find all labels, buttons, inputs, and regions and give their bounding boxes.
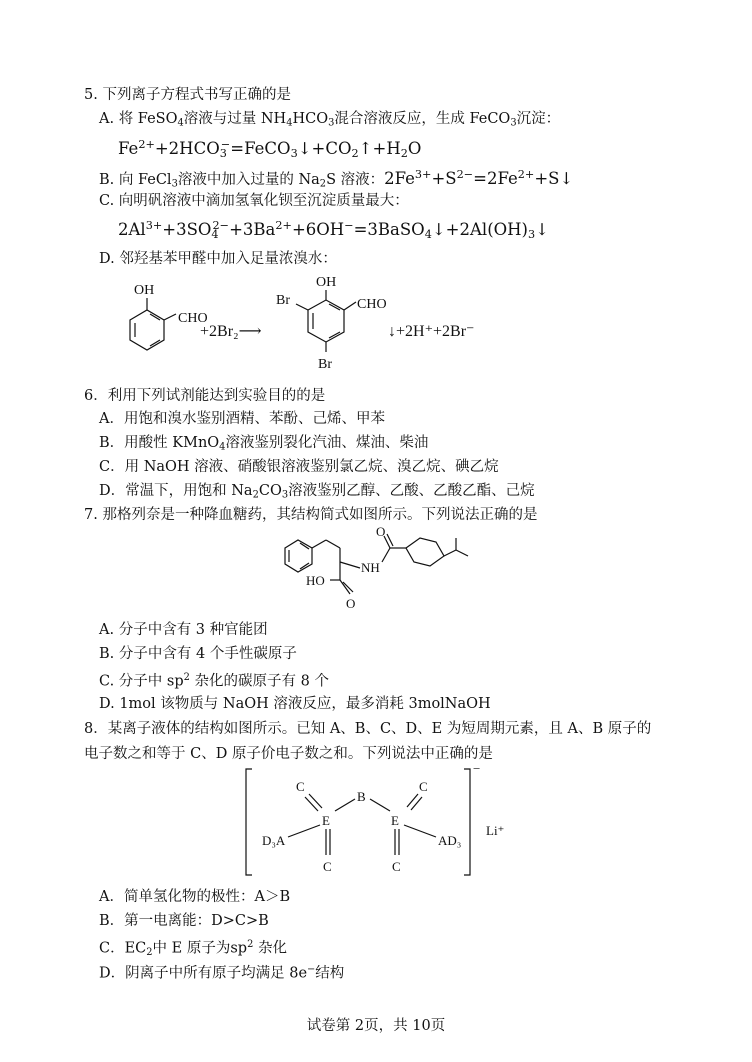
anion-charge: − [473,761,481,776]
q7-option-a: A. 分子中含有 3 种官能团 [99,622,268,638]
reagent-arrow: +2Br₂⟶ [200,323,262,340]
q6-option-b: B．用酸性 KMnO$_4$溶液鉴别裂化汽油、煤油、柴油 [99,435,429,453]
salicylaldehyde-structure [130,298,176,350]
c-label-bl: C [323,859,332,874]
nateglinide-structure [0,524,752,618]
ionic-liquid-structure [0,761,752,885]
product-br-label-top: Br [276,293,290,308]
q6-option-d: D．常温下，用饱和 $Na_2CO_3$溶液鉴别乙醇、乙酸、乙酸乙酯、己烷 [99,483,535,501]
d3a-label: D₃A [262,833,286,848]
b-label: B [357,789,366,804]
q6-option-a: A．用饱和溴水鉴别酒精、苯酚、己烯、甲苯 [99,411,385,427]
q5-option-d: D. 邻羟基苯甲醛中加入足量浓溴水： [99,251,337,267]
q6-option-c: C．用 NaOH 溶液、硝酸银溶液鉴别氯乙烷、溴乙烷、碘乙烷 [99,459,499,475]
q5-option-a: A. 将 FeSO$_4$溶液与过量 $NH_4HCO_3$混合溶液反应，生成 FeCO$_3$沉淀： [99,111,561,129]
nh-label: NH [361,560,380,575]
q5-option-b: B. 向 FeCl$_3$溶液中加入过量的 $Na_2S$ 溶液：$2Fe^{3+}+S^{2-}=2Fe^{2+}+S↓$ [99,168,574,190]
product-cho-label: CHO [357,297,387,312]
q8-option-b: B．第一电离能：D>C>B [99,913,269,929]
q5-option-c-equation: $2Al^{3+}+3SO_4^{2-}+3Ba^{2+}+6OH^-=3BaSO_4↓+2Al(OH)_3↓$ [118,219,549,241]
product-br-label-bottom: Br [318,357,332,372]
cho-label: CHO [178,311,208,326]
product-ions: ↓+2H⁺+2Br⁻ [388,323,475,340]
q7-option-c: C. 分子中 $sp^2$ 杂化的碳原子有 8 个 [99,672,329,690]
page-footer: 试卷第 2页，共 10页 [306,1018,446,1034]
q7-stem: 7. 那格列奈是一种降血糖药，其结构简式如图所示。下列说法正确的是 [84,507,538,523]
c-label-tl: C [296,779,305,794]
ad3-label: AD₃ [438,833,462,848]
q5-d-reaction-scheme [0,270,752,380]
e-label-right: E [391,813,399,828]
q8-option-c: C．$EC_2$中 E 原子为$sp^2$ 杂化 [99,939,287,958]
ho-label: HO [306,573,325,588]
oh-label: OH [134,283,155,298]
c-label-tr: C [419,779,428,794]
product-oh-label: OH [316,275,337,290]
q6-stem: 6．利用下列试剂能达到实验目的的是 [84,388,326,404]
q8-stem-line1: 8．某离子液体的结构如图所示。已知 A、B、C、D、E 为短周期元素，且 A、B 原子的 [84,721,652,737]
q8-option-d: D．阴离子中所有原子均满足 8e−结构 [99,964,345,982]
q5-option-c: C. 向明矾溶液中滴加氢氧化钡至沉淀质量最大： [99,193,409,209]
e-label-left: E [322,813,330,828]
q5-stem: 5. 下列离子方程式书写正确的是 [84,87,291,103]
product-structure [296,290,356,352]
q5-option-a-equation: $Fe^{2+}+2HCO_3^-=FeCO_3↓+CO_2↑+H_2O$ [118,138,422,160]
c-label-br: C [392,859,401,874]
amide-o-label: O [376,524,386,539]
li-cation-label: Li⁺ [486,823,505,838]
q8-option-a: A．简单氢化物的极性：A＞B [99,889,291,905]
acid-o-label: O [346,596,356,611]
q8-stem-line2: 电子数之和等于 C、D 原子价电子数之和。下列说法中正确的是 [84,746,493,762]
q7-option-d: D. 1mol 该物质与 NaOH 溶液反应，最多消耗 3molNaOH [99,696,491,712]
q5-option-b-equation: $2Fe^{3+}+S^{2-}=2Fe^{2+}+S↓$ [384,168,574,189]
q7-option-b: B. 分子中含有 4 个手性碳原子 [99,646,297,662]
